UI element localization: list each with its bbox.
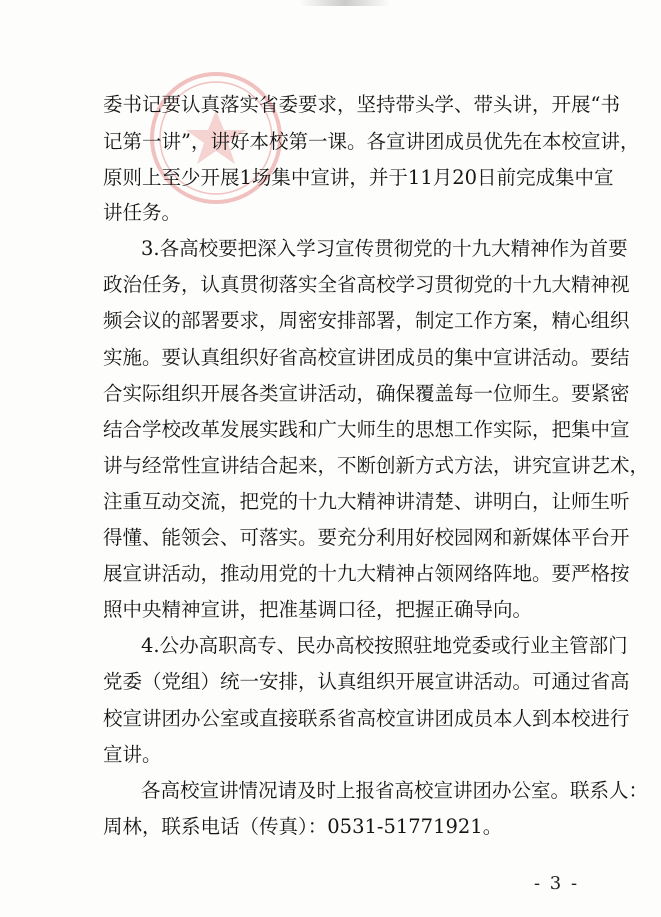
body-line-14: 展宣讲活动，推动用党的十九大精神占领网络阵地。要严格按 [103, 562, 630, 585]
body-line-16: 4.公办高职高专、民办高校按照驻地党委或行业主管部门 [141, 634, 628, 657]
body-line-7: 频会议的部署要求，周密安排部署，制定工作方案，精心组织 [103, 309, 630, 332]
body-line-20: 各高校宣讲情况请及时上报省高校宣讲团办公室。联系人： [141, 779, 649, 802]
body-line-1: 委书记要认真落实省委要求，坚持带头学、带头讲，开展“书 [103, 93, 620, 116]
body-line-6: 政治任务，认真贯彻落实全省高校学习贯彻党的十九大精神视 [103, 273, 630, 296]
scan-artifact [300, 0, 390, 6]
body-line-19: 宣讲。 [103, 743, 162, 766]
body-line-9: 合实际组织开展各类宣讲活动，确保覆盖每一位师生。要紧密 [103, 382, 630, 405]
body-line-17: 党委（党组）统一安排，认真组织开展宣讲活动。可通过省高 [103, 670, 630, 693]
body-line-3: 原则上至少开展1场集中宣讲，并于11月20日前完成集中宣 [103, 166, 614, 189]
body-line-2: 记第一讲”，讲好本校第一课。各宣讲团成员优先在本校宣讲， [103, 130, 640, 153]
body-line-5: 3.各高校要把深入学习宣传贯彻党的十九大精神作为首要 [141, 237, 628, 260]
body-line-12: 注重互动交流，把党的十九大精神讲清楚、讲明白，让师生听 [103, 490, 630, 513]
body-line-4: 讲任务。 [103, 201, 182, 224]
body-line-11: 讲与经常性宣讲结合起来，不断创新方式方法，讲究宣讲艺术， [103, 454, 650, 477]
page-number: - 3 - [534, 873, 580, 894]
body-line-10: 结合学校改革发展实践和广大师生的思想工作实际，把集中宣 [103, 418, 630, 441]
body-line-21: 周林，联系电话（传真）：0531-51771921。 [103, 815, 503, 838]
body-line-13: 得懂、能领会、可落实。要充分利用好校园网和新媒体平台开 [103, 526, 630, 549]
body-line-18: 校宣讲团办公室或直接联系省高校宣讲团成员本人到本校进行 [103, 707, 630, 730]
body-line-8: 实施。要认真组织好省高校宣讲团成员的集中宣讲活动。要结 [103, 346, 630, 369]
body-line-15: 照中央精神宣讲，把准基调口径，把握正确导向。 [103, 598, 533, 621]
